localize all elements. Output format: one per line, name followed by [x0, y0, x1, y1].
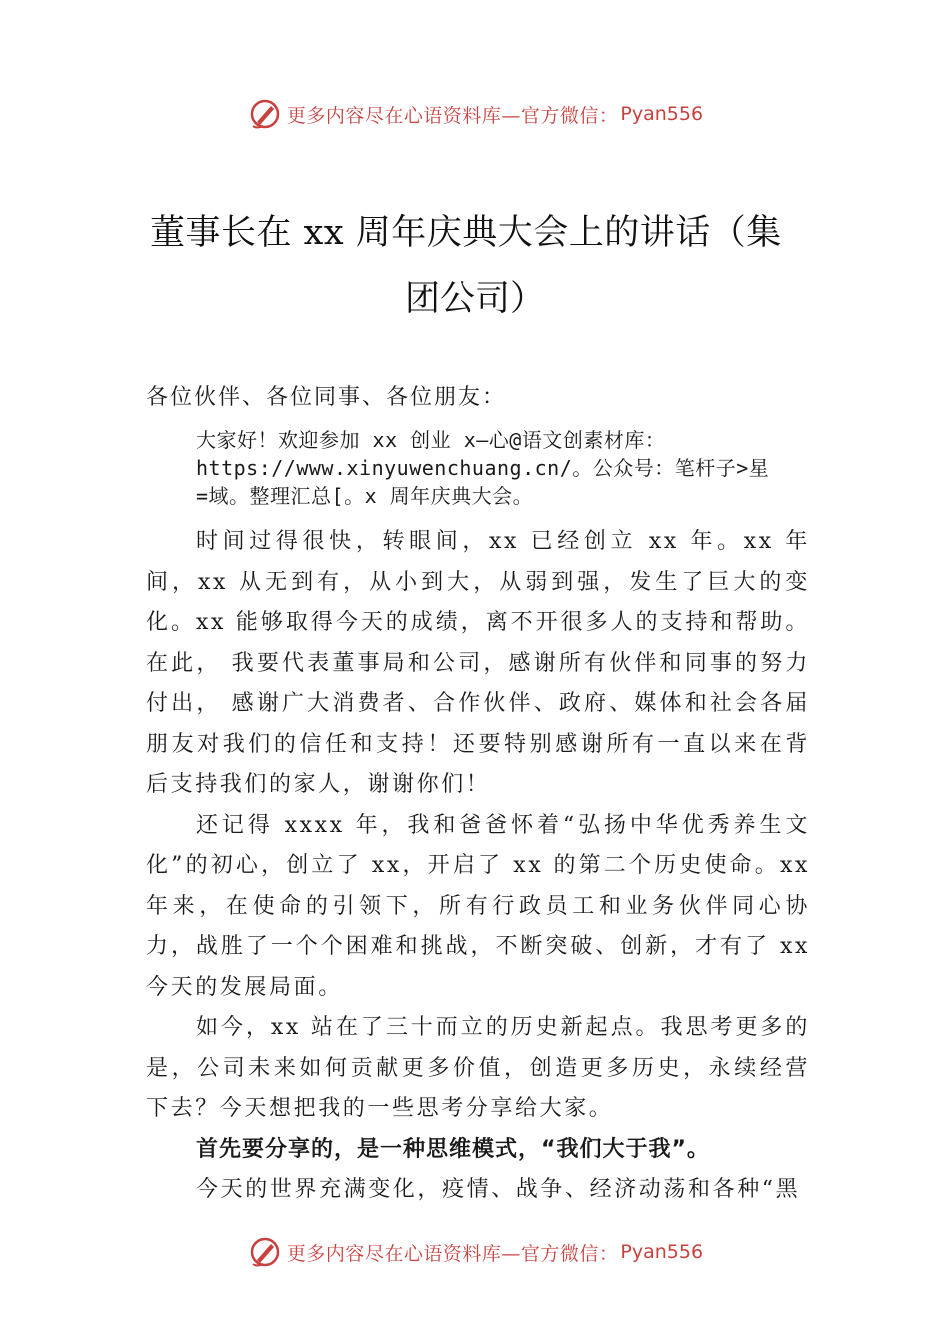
speech-body [146, 522, 810, 1211]
salutation: 各位伙伴、各位同事、各位朋友： [146, 385, 507, 410]
pen-seal-icon [247, 96, 283, 132]
watermark-text: 更多内容尽在心语资料库—官方微信： [286, 104, 619, 127]
watermark-wechat: Pyan556 [620, 1241, 704, 1263]
title-line-1: 董事长在 xx 周年庆典大会上的讲话（集 [150, 213, 782, 253]
bold-heading-paragraph: 首先要分享的，是一种思维模式，“我们大于我”。 [196, 1136, 710, 1162]
document-title [150, 200, 800, 332]
title-line-2: 团公司） [404, 279, 545, 319]
watermark-banner-bottom [0, 1232, 950, 1272]
paragraph: 今天的世界充满变化，疫情、战争、经济动荡和各种“黑 [196, 1177, 801, 1202]
intro-paragraph: 大家好！欢迎参加 xx 创业 x—心@语文创素材库： https://www.xinyuwenchuang.cn/。公众号：笔杆子>星 =域。整理汇总[。x 周年庆典大会。 [196, 428, 770, 508]
paragraph: 如今，xx 站在了三十而立的历史新起点。我思考更多的是，公司未来如何贡献更多价值，创造更多历史，永续经营下去？今天想把我的一些思考分享给大家。 [146, 1015, 810, 1121]
watermark-wechat: Pyan556 [620, 103, 704, 125]
paragraph: 还记得 xxxx 年，我和爸爸怀着“弘扬中华优秀养生文化”的初心，创立了 xx，开启了 xx 的第二个历史使命。xx 年来，在使命的引领下，所有行政员工和业务伙伴同心协力，战胜了一个个困难和挑战，不断突破、创新，才有了 xx 今天的发展局面。 [146, 812, 810, 1000]
paragraph: 时间过得很快，转眼间，xx 已经创立 xx 年。xx 年间，xx 从无到有，从小到大，从弱到强，发生了巨大的变化。xx 能够取得今天的成绩，离不开很多人的支持和帮助。在此， 我要代表董事局和公司，感谢所有伙伴和同事的努力付出， 感谢广大消费者、合作伙伴、政府、媒体和社会各届朋友对我们的信任和支持！还要特别感谢所有一直以来在背后支持我们的家人，谢谢你们！ [146, 529, 810, 797]
watermark-text: 更多内容尽在心语资料库—官方微信： [286, 1242, 619, 1265]
pen-seal-icon [247, 1234, 283, 1270]
watermark-banner-top [0, 94, 950, 134]
